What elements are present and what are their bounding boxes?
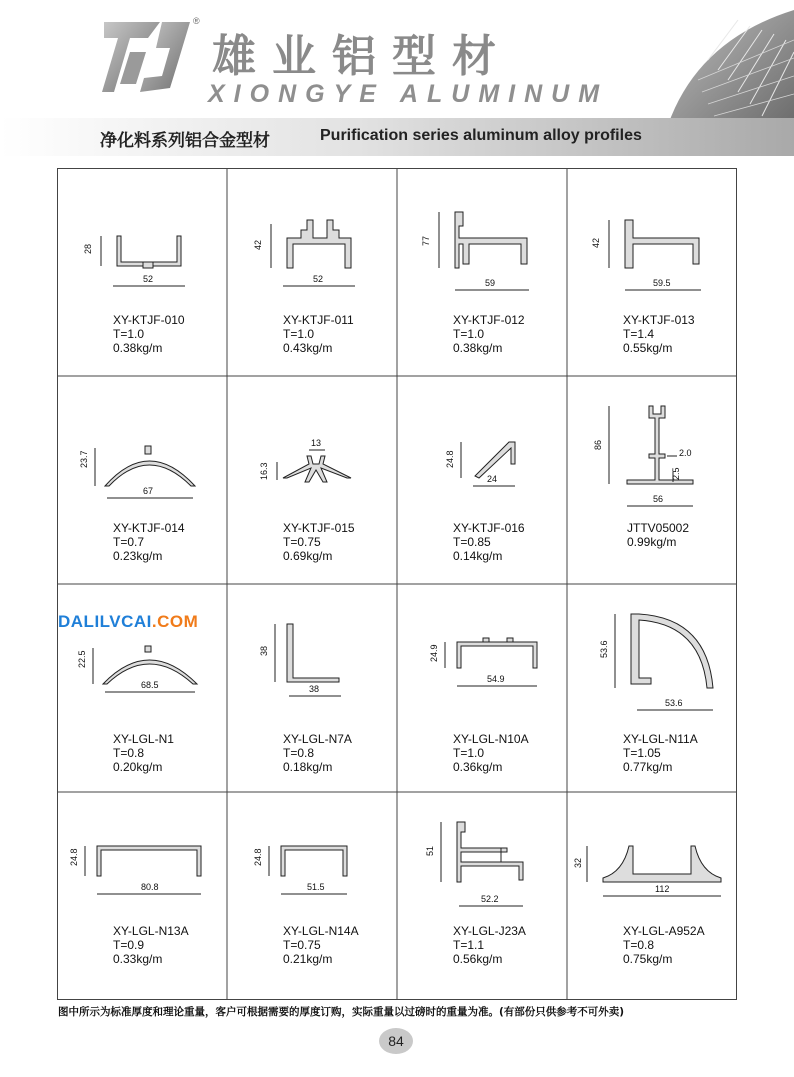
product-grid [57, 168, 737, 1000]
product-thickness: T=0.75 [283, 535, 321, 549]
product-model: XY-LGL-N1 [113, 732, 174, 746]
dim-label: 2.0 [679, 448, 692, 458]
dim-label: 59.5 [653, 278, 671, 288]
product-weight: 0.18kg/m [283, 760, 333, 774]
dim-label: 16.3 [259, 462, 269, 480]
product-thickness: T=1.1 [453, 938, 485, 952]
dim-label: 52 [313, 274, 324, 284]
product-thickness: T=0.75 [283, 938, 321, 952]
dim-label: 80.8 [141, 882, 159, 892]
registered-mark: ® [193, 16, 200, 26]
footnote: 图中所示为标准厚度和理论重量，客户可根据需要的厚度订购，实际重量以过磅时的重量为准。(有部份只供参考不可外卖) [58, 1006, 625, 1018]
product-cell [227, 376, 397, 584]
product-model: XY-KTJF-013 [623, 313, 695, 327]
watermark-domain: DALILVCAI [58, 612, 152, 631]
product-cell [397, 584, 567, 792]
company-logo-icon [100, 18, 192, 96]
dim-label: 54.9 [487, 674, 505, 684]
product-cell [567, 792, 737, 1000]
product-caption [623, 313, 695, 355]
section-title-cn: 净化料系列铝合金型材 [100, 131, 270, 151]
dim-label: 67 [143, 486, 154, 496]
product-cell [567, 584, 737, 792]
product-weight: 0.33kg/m [113, 952, 163, 966]
product-cell [397, 168, 567, 376]
product-caption [283, 521, 355, 563]
dim-label: 51 [425, 845, 435, 856]
product-weight: 0.21kg/m [283, 952, 333, 966]
product-weight: 0.77kg/m [623, 760, 673, 774]
product-caption [623, 732, 698, 774]
product-model: XY-KTJF-015 [283, 521, 355, 535]
dim-label: 28 [83, 243, 93, 254]
section-title-bar [0, 118, 794, 156]
product-model: JTTV05002 [627, 521, 690, 535]
product-model: XY-LGL-N13A [113, 924, 189, 938]
product-thickness: T=1.0 [283, 327, 315, 341]
product-model: XY-LGL-N11A [623, 732, 698, 746]
product-caption [113, 521, 185, 563]
dim-label: 52.2 [481, 894, 499, 904]
watermark-tld: .COM [151, 612, 199, 631]
dim-label: 51.5 [307, 882, 325, 892]
product-cell [57, 792, 227, 1000]
product-model: XY-KTJF-014 [113, 521, 185, 535]
product-cell [227, 168, 397, 376]
product-weight: 0.55kg/m [623, 341, 673, 355]
product-thickness: T=0.9 [113, 938, 145, 952]
product-model: XY-KTJF-011 [283, 313, 354, 327]
profile-drawing [397, 792, 567, 1000]
page-number: 84 [379, 1028, 413, 1054]
dim-label: 112 [655, 884, 670, 894]
product-weight: 0.23kg/m [113, 549, 163, 563]
product-caption [283, 313, 354, 355]
product-weight: 0.56kg/m [453, 952, 503, 966]
product-cell [397, 792, 567, 1000]
product-model: XY-KTJF-012 [453, 313, 525, 327]
brand-name-cn: 雄业铝型材 [212, 31, 512, 82]
product-thickness: T=0.8 [623, 938, 655, 952]
product-cell [567, 168, 737, 376]
product-weight: 0.75kg/m [623, 952, 673, 966]
product-thickness: T=1.0 [113, 327, 145, 341]
page-header [0, 0, 794, 120]
product-caption [113, 313, 185, 355]
product-model: XY-LGL-N10A [453, 732, 529, 746]
profile-drawing [57, 792, 227, 1000]
product-thickness: T=0.8 [113, 746, 145, 760]
site-watermark [58, 612, 198, 632]
product-caption [623, 924, 705, 966]
dim-label: 13 [311, 438, 322, 448]
profile-drawing [567, 792, 737, 1000]
product-thickness: T=1.0 [453, 327, 485, 341]
dim-label: 2.5 [671, 467, 681, 480]
product-weight: 0.36kg/m [453, 760, 503, 774]
dim-label: 53.6 [599, 640, 609, 658]
product-caption [453, 313, 525, 355]
product-model: XY-LGL-N14A [283, 924, 359, 938]
profile-drawing [567, 376, 737, 584]
dim-label: 42 [253, 239, 263, 250]
product-thickness: T=0.85 [453, 535, 491, 549]
product-thickness: T=0.8 [283, 746, 315, 760]
product-model: XY-LGL-N7A [283, 732, 352, 746]
dim-label: 59 [485, 278, 496, 288]
dim-label: 32 [573, 857, 583, 868]
building-photo [668, 0, 794, 130]
product-cell [227, 584, 397, 792]
dim-label: 56 [653, 494, 664, 504]
dim-label: 42 [591, 237, 601, 248]
product-model: XY-LGL-J23A [453, 924, 526, 938]
section-title-en: Purification series aluminum alloy profiles [320, 127, 642, 144]
product-weight: 0.69kg/m [283, 549, 333, 563]
product-thickness: T=1.4 [623, 327, 655, 341]
profile-drawing [227, 792, 397, 1000]
dim-label: 24.8 [445, 450, 455, 468]
dim-label: 53.6 [665, 698, 683, 708]
dim-label: 24.9 [429, 644, 439, 662]
dim-label: 23.7 [79, 450, 89, 468]
product-cell [567, 376, 737, 584]
product-thickness: T=1.05 [623, 746, 661, 760]
product-cell [57, 376, 227, 584]
product-thickness: T=0.7 [113, 535, 145, 549]
dim-label: 24.8 [253, 848, 263, 866]
product-weight: 0.20kg/m [113, 760, 163, 774]
brand-name-en: XIONGYE ALUMINUM [208, 80, 609, 108]
product-caption [113, 732, 174, 774]
dim-label: 38 [259, 645, 269, 656]
dim-label: 22.5 [77, 650, 87, 668]
product-caption [453, 521, 525, 563]
product-caption [283, 924, 359, 966]
product-cell [397, 376, 567, 584]
dim-label: 77 [421, 235, 431, 246]
product-caption [453, 732, 529, 774]
product-caption [453, 924, 526, 966]
dim-label: 24.8 [69, 848, 79, 866]
product-caption [113, 924, 189, 966]
product-weight: 0.99kg/m [627, 535, 677, 549]
product-thickness: T=1.0 [453, 746, 485, 760]
dim-label: 38 [309, 684, 320, 694]
product-model: XY-KTJF-016 [453, 521, 525, 535]
dim-label: 24 [487, 474, 498, 484]
product-weight: 0.38kg/m [453, 341, 503, 355]
product-caption [627, 521, 689, 549]
dim-label: 68.5 [141, 680, 159, 690]
product-weight: 0.43kg/m [283, 341, 333, 355]
product-model: XY-KTJF-010 [113, 313, 185, 327]
product-model: XY-LGL-A952A [623, 924, 705, 938]
dim-label: 86 [593, 439, 603, 450]
product-caption [283, 732, 352, 774]
dim-label: 52 [143, 274, 154, 284]
product-cell [227, 792, 397, 1000]
product-cell [57, 168, 227, 376]
product-weight: 0.14kg/m [453, 549, 503, 563]
product-weight: 0.38kg/m [113, 341, 163, 355]
